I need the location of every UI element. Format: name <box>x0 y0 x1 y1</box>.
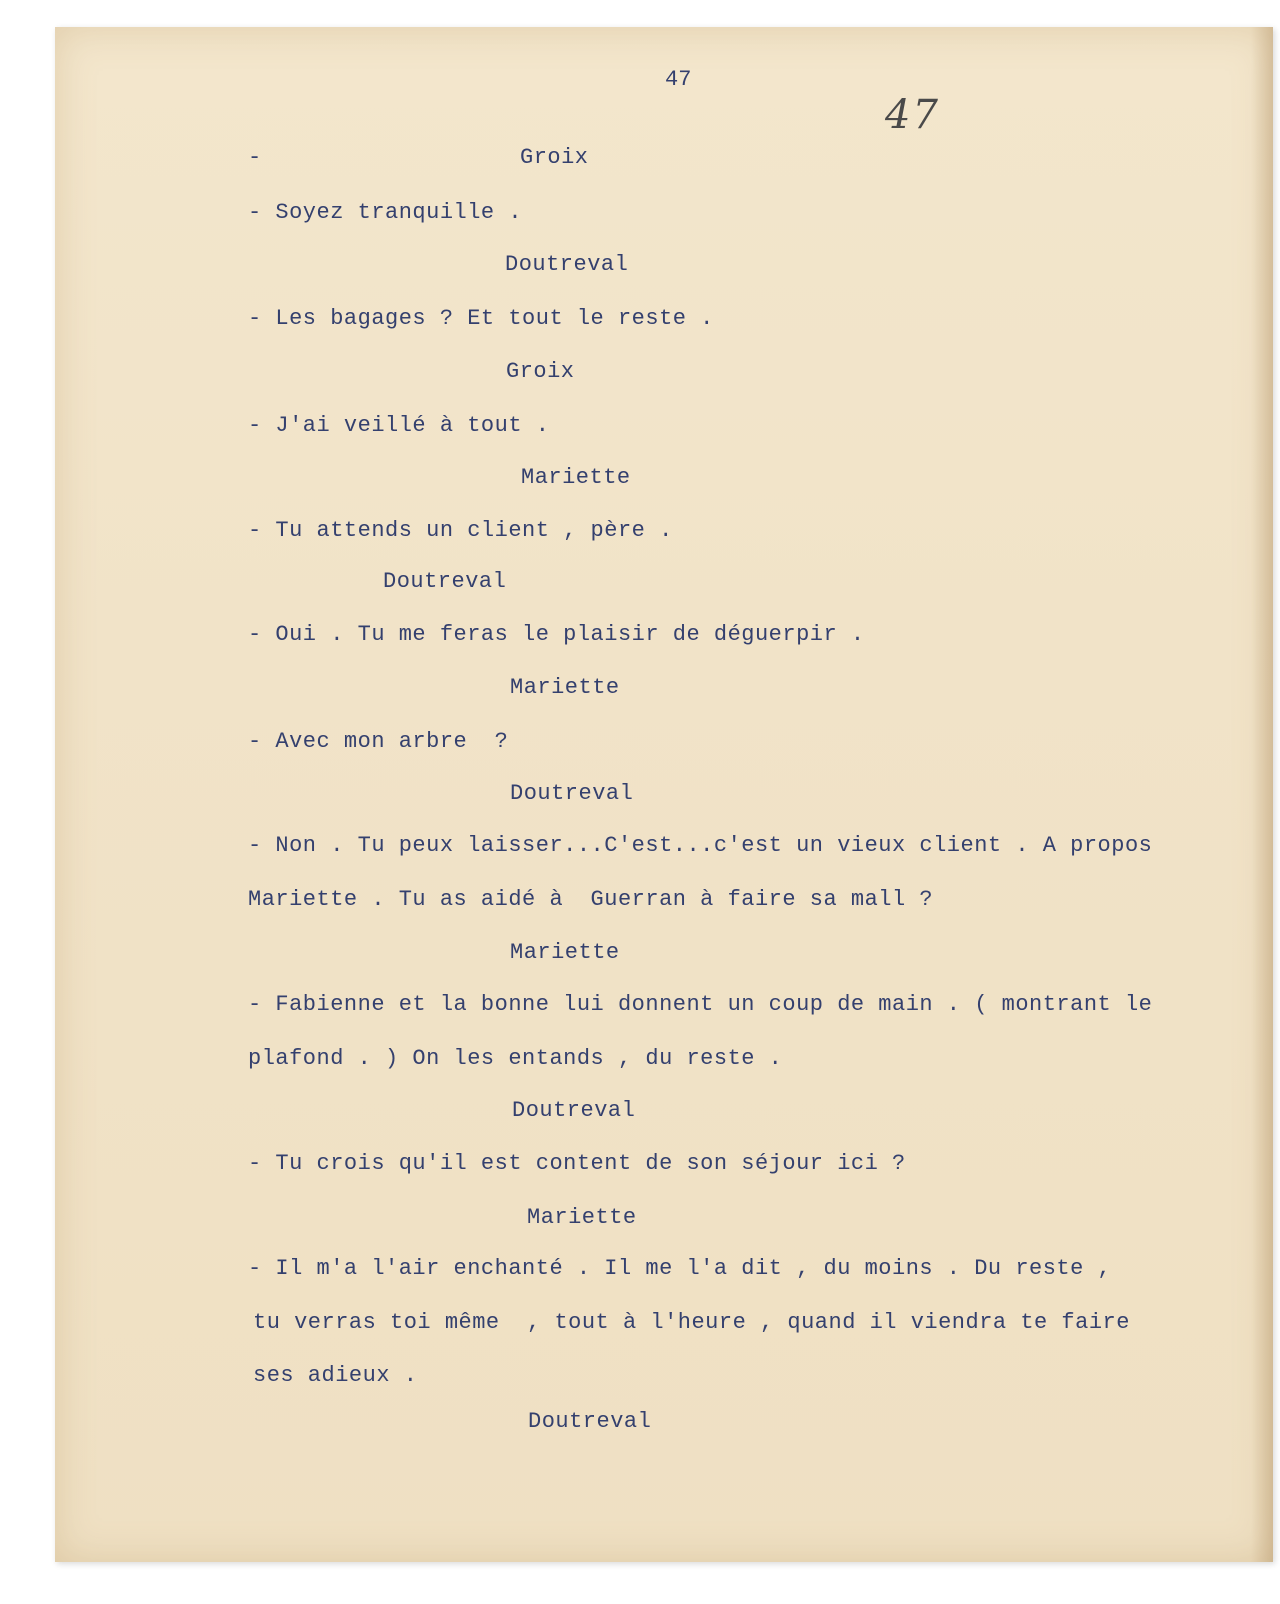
speaker-name: Mariette <box>521 465 631 490</box>
dialogue-line: plafond . ) On les entands , du reste . <box>248 1046 783 1071</box>
typescript-page <box>55 27 1273 1562</box>
speaker-name: Doutreval <box>512 1098 636 1123</box>
speaker-name: Mariette <box>510 940 620 965</box>
dialogue-line: - Oui . Tu me feras le plaisir de déguerpir . <box>248 622 865 647</box>
handwritten-page-number: 47 <box>885 92 940 138</box>
dialogue-line: - Tu crois qu'il est content de son séjour ici ? <box>248 1151 906 1176</box>
speaker-name: Doutreval <box>528 1409 652 1434</box>
typed-page-number: 47 <box>665 67 692 92</box>
speaker-name: Doutreval <box>505 252 629 277</box>
dialogue-line: - Soyez tranquille . <box>248 200 523 225</box>
dialogue-line: - Tu attends un client , père . <box>248 518 673 543</box>
dialogue-line: - Les bagages ? Et tout le reste . <box>248 306 714 331</box>
speaker-name: Groix <box>506 359 575 384</box>
speaker-name: Doutreval <box>510 781 634 806</box>
speaker-name: Mariette <box>527 1205 637 1230</box>
dialogue-line: - Il m'a l'air enchanté . Il me l'a dit , du moins . Du reste , <box>248 1256 1112 1281</box>
dialogue-line: - J'ai veillé à tout . <box>248 413 550 438</box>
dialogue-line: - Avec mon arbre ? <box>248 729 509 754</box>
dialogue-line: - Fabienne et la bonne lui donnent un coup de main . ( montrant le <box>248 992 1153 1017</box>
speaker-name: Mariette <box>510 675 620 700</box>
dialogue-line: tu verras toi même , tout à l'heure , quand il viendra te faire <box>253 1310 1130 1335</box>
dialogue-line: ses adieux . <box>253 1363 418 1388</box>
speaker-name: Groix <box>520 145 589 170</box>
page-edge-shadow <box>1251 27 1273 1562</box>
dialogue-line: Mariette . Tu as aidé à Guerran à faire sa mall ? <box>248 887 934 912</box>
speaker-name: Doutreval <box>383 569 507 594</box>
stray-dash: - <box>248 145 262 170</box>
dialogue-line: - Non . Tu peux laisser...C'est...c'est un vieux client . A propos <box>248 833 1153 858</box>
